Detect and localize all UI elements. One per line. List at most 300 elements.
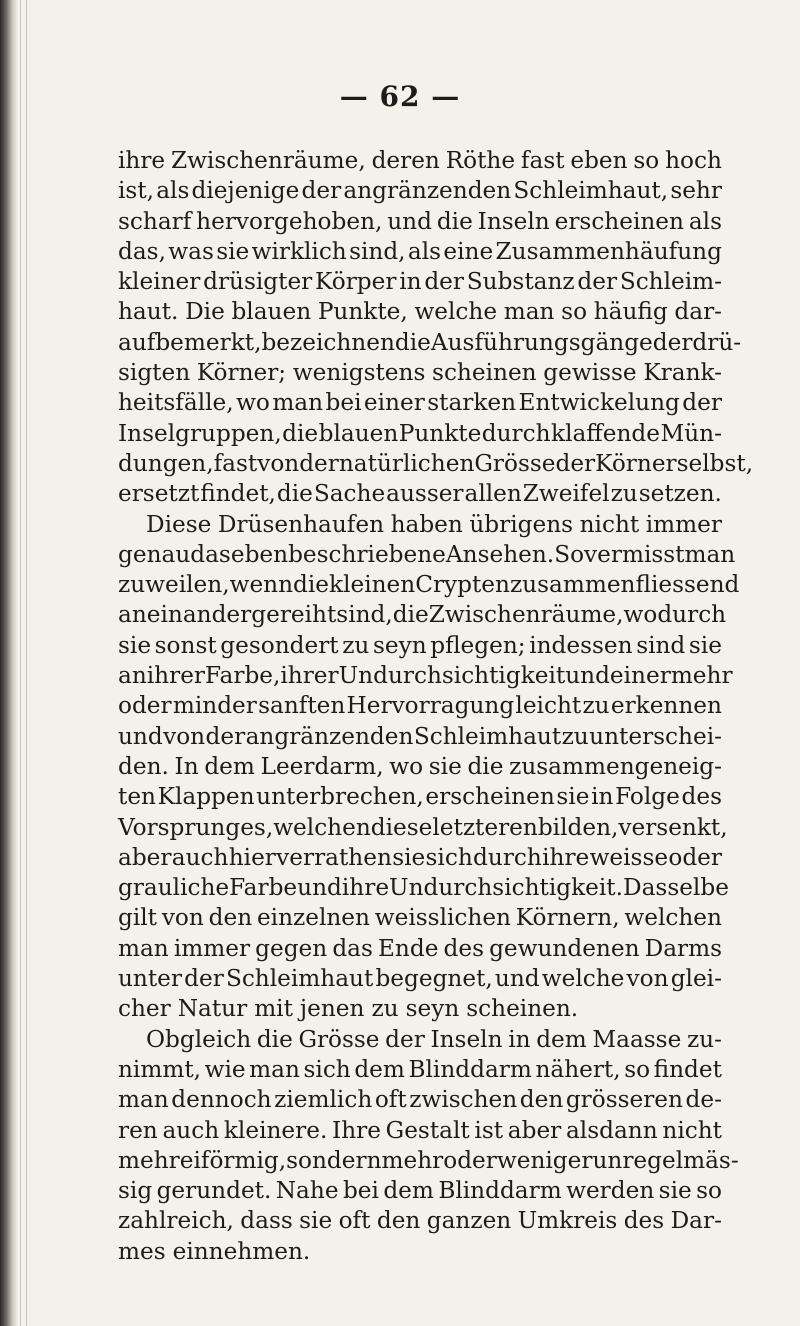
word: Blinddarm bbox=[438, 1177, 562, 1205]
word: der bbox=[385, 1025, 425, 1053]
word: sondern bbox=[286, 1146, 382, 1174]
word: Körner; bbox=[196, 359, 287, 387]
word: dem bbox=[383, 1177, 434, 1205]
word: dem bbox=[536, 1025, 587, 1053]
word: sig bbox=[118, 1177, 153, 1205]
word: als bbox=[407, 237, 442, 265]
word: fast bbox=[213, 449, 258, 477]
word: gilt bbox=[118, 904, 157, 932]
word: letzteren bbox=[432, 813, 538, 841]
word: verrathen bbox=[276, 843, 392, 871]
word: bei bbox=[325, 389, 362, 417]
word: des bbox=[623, 1207, 665, 1235]
text-line bbox=[118, 1116, 722, 1146]
word: zusammengeneig- bbox=[509, 752, 722, 780]
word: dem bbox=[354, 1055, 405, 1083]
word: Körner bbox=[595, 449, 677, 477]
word: dennoch bbox=[171, 1086, 272, 1114]
text-line bbox=[118, 328, 742, 358]
text-line bbox=[118, 1146, 739, 1176]
word: Ihre bbox=[332, 1116, 381, 1144]
word: als bbox=[156, 177, 190, 205]
word: sie bbox=[299, 1207, 333, 1235]
word: oder bbox=[443, 1146, 497, 1174]
word: hoch bbox=[665, 147, 722, 174]
word: natürlichen bbox=[338, 449, 475, 477]
word: zahlreich, bbox=[118, 1207, 234, 1235]
page-number-header: — 62 — bbox=[339, 80, 461, 113]
word: sind, bbox=[349, 237, 406, 265]
word: allen bbox=[464, 480, 522, 508]
word: sich bbox=[425, 843, 473, 871]
word: hier bbox=[228, 843, 276, 871]
word: den. bbox=[118, 752, 169, 780]
text-line bbox=[118, 903, 722, 933]
word: ihrer bbox=[146, 662, 206, 690]
word: nicht bbox=[662, 1116, 722, 1144]
word: man bbox=[272, 389, 324, 417]
word: das bbox=[332, 934, 373, 962]
word: seyn bbox=[405, 995, 460, 1023]
word: Krank- bbox=[643, 359, 722, 387]
binding-shadow-line bbox=[20, 0, 21, 1326]
word: seyn bbox=[372, 631, 427, 659]
text-line bbox=[118, 297, 722, 327]
word: Punkte bbox=[398, 419, 482, 447]
word: die bbox=[276, 480, 313, 508]
word: wenigstens bbox=[292, 359, 426, 387]
word: findet, bbox=[200, 480, 276, 508]
word: zuweilen, bbox=[118, 571, 230, 599]
word: und bbox=[297, 874, 342, 902]
word: wodurch bbox=[623, 601, 727, 629]
word: sie bbox=[392, 843, 426, 871]
word: grösseren bbox=[565, 1086, 683, 1114]
word: Röthe bbox=[445, 147, 516, 174]
text-line bbox=[118, 631, 722, 661]
word: einer bbox=[363, 389, 425, 417]
word: die bbox=[256, 1025, 293, 1053]
word: dar- bbox=[674, 298, 722, 326]
body-text bbox=[118, 146, 754, 1267]
word: übrigens bbox=[469, 510, 574, 538]
word: beschriebene bbox=[288, 540, 446, 568]
word: Zusammenhäufung bbox=[495, 237, 722, 265]
word: man bbox=[503, 298, 555, 326]
word: der bbox=[682, 389, 722, 417]
word: die bbox=[467, 752, 504, 780]
word: mes bbox=[118, 1237, 166, 1265]
word: weisslichen bbox=[374, 904, 511, 932]
text-line bbox=[118, 267, 722, 297]
word: fast bbox=[520, 147, 565, 174]
text-line bbox=[118, 964, 722, 994]
word: wenn bbox=[229, 571, 294, 599]
word: und bbox=[387, 207, 432, 235]
word: des bbox=[443, 934, 484, 962]
word: sie bbox=[688, 631, 722, 659]
text-line bbox=[118, 752, 722, 782]
word: Inselgruppen, bbox=[118, 419, 282, 447]
word: der bbox=[652, 328, 693, 356]
word: In bbox=[174, 752, 199, 780]
text-line bbox=[118, 1085, 722, 1115]
word: wirklich bbox=[251, 237, 347, 265]
word: von bbox=[257, 449, 300, 477]
word: Punkte, bbox=[317, 298, 408, 326]
text-line bbox=[118, 146, 722, 176]
word: sanften bbox=[258, 692, 346, 720]
word: welchen bbox=[273, 813, 371, 841]
text-line bbox=[118, 1055, 722, 1085]
word: Undurchsichtigkeit. bbox=[389, 874, 623, 902]
text-line bbox=[118, 934, 722, 964]
word: gerundet. bbox=[156, 1177, 272, 1205]
word: eben bbox=[570, 147, 628, 174]
word: erkennen bbox=[610, 692, 722, 720]
text-line bbox=[118, 1237, 722, 1267]
text-line bbox=[118, 388, 722, 418]
word: bezeichnen bbox=[261, 328, 395, 356]
text-line bbox=[118, 207, 722, 237]
word: alsdann bbox=[565, 1116, 658, 1144]
word: Dasselbe bbox=[623, 874, 729, 902]
book-binding-edge bbox=[0, 0, 18, 1326]
word: mehr bbox=[118, 1146, 180, 1174]
word: scheinen bbox=[432, 359, 537, 387]
text-line bbox=[118, 358, 722, 388]
word: ausser bbox=[386, 480, 464, 508]
word: ren bbox=[118, 1116, 158, 1144]
word: Schleim- bbox=[619, 268, 722, 296]
word: Schleimhaut, bbox=[513, 177, 669, 205]
word: dungen, bbox=[118, 449, 214, 477]
word: die bbox=[282, 419, 319, 447]
text-line bbox=[118, 722, 722, 752]
word: Die bbox=[185, 298, 225, 326]
text-line bbox=[118, 1176, 722, 1206]
word: der bbox=[577, 268, 618, 296]
word: gewisse bbox=[543, 359, 637, 387]
word: sind bbox=[636, 631, 686, 659]
word: setzen. bbox=[638, 480, 722, 508]
text-line bbox=[118, 600, 727, 630]
word: So bbox=[554, 540, 585, 568]
word: Diese bbox=[146, 510, 212, 538]
word: sigten bbox=[118, 359, 191, 387]
word: zu bbox=[371, 995, 399, 1023]
word: so bbox=[633, 147, 660, 174]
word: erscheinen bbox=[554, 207, 684, 235]
word: minder bbox=[172, 692, 257, 720]
word: von bbox=[161, 904, 204, 932]
word: Vorsprunges, bbox=[118, 813, 274, 841]
word: aber bbox=[507, 1116, 562, 1144]
word: sich bbox=[303, 1055, 351, 1083]
word: unregelmäs- bbox=[592, 1146, 739, 1174]
word: welchen bbox=[624, 904, 722, 932]
word: eben bbox=[230, 540, 289, 568]
word: genau bbox=[118, 540, 191, 568]
word: dass bbox=[240, 1207, 293, 1235]
word: sie bbox=[556, 783, 590, 811]
word: so bbox=[561, 298, 588, 326]
word: unterschei- bbox=[589, 722, 722, 750]
word: in bbox=[508, 1025, 531, 1053]
word: die bbox=[394, 328, 431, 356]
word: blauen bbox=[318, 419, 399, 447]
word: ziemlich bbox=[274, 1086, 373, 1114]
word: sie bbox=[118, 631, 152, 659]
word: cher bbox=[118, 995, 171, 1023]
word: ersetzt bbox=[118, 480, 200, 508]
word: aber bbox=[118, 843, 172, 871]
word: so bbox=[696, 1177, 722, 1205]
word: wie bbox=[204, 1055, 246, 1083]
word: immer bbox=[645, 510, 722, 538]
word: ten bbox=[118, 783, 156, 811]
word: Schleimhaut bbox=[413, 722, 562, 750]
word: Ansehen. bbox=[445, 540, 555, 568]
word: ihre bbox=[341, 874, 390, 902]
word: Sache bbox=[313, 480, 386, 508]
word: der bbox=[424, 268, 464, 296]
word: kleinen bbox=[329, 571, 416, 599]
word: haut. bbox=[118, 298, 179, 326]
word: starken bbox=[427, 389, 517, 417]
word: versenkt, bbox=[618, 813, 728, 841]
word: der bbox=[301, 177, 342, 205]
word: aneinander bbox=[118, 601, 252, 629]
word: bilden, bbox=[537, 813, 619, 841]
word: und bbox=[118, 722, 163, 750]
word: auch bbox=[171, 843, 229, 871]
word: Farbe bbox=[229, 874, 298, 902]
word: sehr bbox=[670, 177, 722, 205]
word: weniger bbox=[496, 1146, 593, 1174]
word: Folge bbox=[615, 783, 680, 811]
word: Klappen bbox=[157, 783, 255, 811]
word: klaffende bbox=[551, 419, 661, 447]
word: blauen bbox=[231, 298, 312, 326]
word: durch bbox=[481, 419, 551, 447]
word: haben bbox=[390, 510, 463, 538]
word: Blinddarm bbox=[408, 1055, 532, 1083]
text-line bbox=[118, 540, 736, 570]
word: der bbox=[205, 722, 246, 750]
word: deren bbox=[371, 147, 440, 174]
word: Zwischenräume, bbox=[428, 601, 624, 629]
word: diejenige bbox=[191, 177, 300, 205]
word: sie bbox=[428, 752, 462, 780]
word: Zwischenräume, bbox=[170, 147, 366, 174]
word: Maasse bbox=[592, 1025, 682, 1053]
text-line bbox=[118, 873, 729, 903]
word: welche bbox=[414, 298, 498, 326]
word: einer bbox=[609, 662, 671, 690]
word: häufig bbox=[593, 298, 668, 326]
text-line bbox=[118, 479, 722, 509]
word: bei bbox=[342, 1177, 379, 1205]
text-line bbox=[118, 994, 722, 1024]
word: Nahe bbox=[275, 1177, 339, 1205]
word: bemerkt, bbox=[155, 328, 262, 356]
word: und bbox=[565, 662, 610, 690]
word: und bbox=[494, 965, 540, 993]
word: die bbox=[392, 601, 429, 629]
text-line bbox=[118, 843, 722, 873]
word: ihre bbox=[542, 843, 590, 871]
word: gereiht bbox=[251, 601, 337, 629]
word: pflegen; bbox=[430, 631, 526, 659]
text-line bbox=[118, 419, 722, 449]
word: gewundenen bbox=[489, 934, 640, 962]
word: zu bbox=[342, 631, 370, 659]
word: Hervorragung bbox=[346, 692, 515, 720]
word: kleinere. bbox=[223, 1116, 328, 1144]
word: nähert, bbox=[535, 1055, 621, 1083]
word: ist bbox=[474, 1116, 504, 1144]
word: angränzenden bbox=[245, 722, 414, 750]
word: den bbox=[376, 1207, 421, 1235]
word: sie bbox=[216, 237, 250, 265]
word: scheinen. bbox=[466, 995, 579, 1023]
word: Grösse bbox=[298, 1025, 380, 1053]
text-line bbox=[118, 661, 733, 691]
word: sind, bbox=[336, 601, 393, 629]
word: oder bbox=[118, 692, 172, 720]
word: Entwickelung bbox=[518, 389, 680, 417]
word: durch bbox=[473, 843, 542, 871]
word: Körper bbox=[315, 268, 397, 296]
word: Umkreis bbox=[517, 1207, 618, 1235]
word: Ende bbox=[377, 934, 439, 962]
word: Inseln bbox=[430, 1025, 503, 1053]
word: wo bbox=[236, 389, 270, 417]
word: Mün- bbox=[660, 419, 722, 447]
word: Leerdarm, bbox=[260, 752, 384, 780]
text-line bbox=[118, 1206, 722, 1236]
word: scharf bbox=[118, 207, 192, 235]
word: jenen bbox=[299, 995, 365, 1023]
word: das, bbox=[118, 237, 166, 265]
word: drü- bbox=[692, 328, 742, 356]
word: Ausführungsgänge bbox=[430, 328, 653, 356]
word: man bbox=[118, 934, 169, 962]
word: Schleimhaut bbox=[225, 965, 374, 993]
text-line bbox=[118, 782, 722, 812]
word: oft bbox=[374, 1086, 407, 1114]
word: oder bbox=[668, 843, 722, 871]
word: als bbox=[688, 207, 722, 235]
word: von bbox=[626, 965, 669, 993]
text-line bbox=[118, 1025, 722, 1055]
word: mehr bbox=[381, 1146, 444, 1174]
binding-shadow-line bbox=[26, 0, 27, 1326]
text-line bbox=[118, 691, 722, 721]
word: sie bbox=[658, 1177, 692, 1205]
word: der bbox=[184, 965, 224, 993]
word: Obgleich bbox=[146, 1025, 252, 1053]
word: welche bbox=[541, 965, 625, 993]
word: Dar- bbox=[670, 1207, 722, 1235]
text-line bbox=[118, 237, 722, 267]
word: drüsigter bbox=[203, 268, 313, 296]
word: den bbox=[519, 1086, 564, 1114]
word: was bbox=[168, 237, 214, 265]
word: man bbox=[684, 540, 736, 568]
word: die bbox=[293, 571, 330, 599]
word: den bbox=[208, 904, 253, 932]
word: nimmt, bbox=[118, 1055, 202, 1083]
word: indessen bbox=[529, 631, 633, 659]
word: immer bbox=[173, 934, 251, 962]
word: oft bbox=[338, 1207, 371, 1235]
word: ganzen bbox=[426, 1207, 512, 1235]
word: begegnet, bbox=[375, 965, 493, 993]
word: auf bbox=[118, 328, 156, 356]
word: heitsfälle, bbox=[118, 389, 234, 417]
word: einzelnen bbox=[256, 904, 370, 932]
word: findet bbox=[653, 1055, 722, 1083]
text-line bbox=[118, 510, 722, 540]
word: Drüsenhaufen bbox=[217, 510, 385, 538]
word: vermisst bbox=[584, 540, 685, 568]
word: erscheinen bbox=[425, 783, 555, 811]
word: mit bbox=[254, 995, 293, 1023]
word: kleiner bbox=[118, 268, 201, 296]
word: in bbox=[399, 268, 422, 296]
word: des bbox=[681, 783, 722, 811]
word: ist, bbox=[118, 177, 155, 205]
word: eine bbox=[443, 237, 494, 265]
word: Körnern, bbox=[515, 904, 620, 932]
word: sonst bbox=[154, 631, 217, 659]
word: das bbox=[190, 540, 231, 568]
word: diese bbox=[370, 813, 433, 841]
word: de- bbox=[685, 1086, 722, 1114]
word: Gestalt bbox=[385, 1116, 470, 1144]
word: an bbox=[118, 662, 147, 690]
word: weisse bbox=[589, 843, 669, 871]
word: Undurchsichtigkeit bbox=[338, 662, 566, 690]
word: Natur bbox=[177, 995, 248, 1023]
word: die bbox=[436, 207, 473, 235]
word: man bbox=[249, 1055, 300, 1083]
word: so bbox=[624, 1055, 651, 1083]
word: zu- bbox=[686, 1025, 722, 1053]
word: Substanz bbox=[466, 268, 575, 296]
word: zu bbox=[610, 480, 638, 508]
word: zu bbox=[582, 692, 610, 720]
word: mehr bbox=[670, 662, 733, 690]
word: angränzenden bbox=[343, 177, 512, 205]
word: ihrer bbox=[280, 662, 339, 690]
word: Grösse bbox=[474, 449, 556, 477]
word: man bbox=[118, 1086, 169, 1114]
word: der bbox=[299, 449, 339, 477]
word: leicht bbox=[515, 692, 582, 720]
word: werden bbox=[566, 1177, 655, 1205]
text-line bbox=[118, 570, 740, 600]
word: grauliche bbox=[118, 874, 230, 902]
text-line bbox=[118, 449, 754, 479]
word: nicht bbox=[579, 510, 640, 538]
word: eiförmig, bbox=[179, 1146, 287, 1174]
word: Darms bbox=[644, 934, 722, 962]
word: zusammenfliessend bbox=[509, 571, 740, 599]
word: glei- bbox=[670, 965, 722, 993]
